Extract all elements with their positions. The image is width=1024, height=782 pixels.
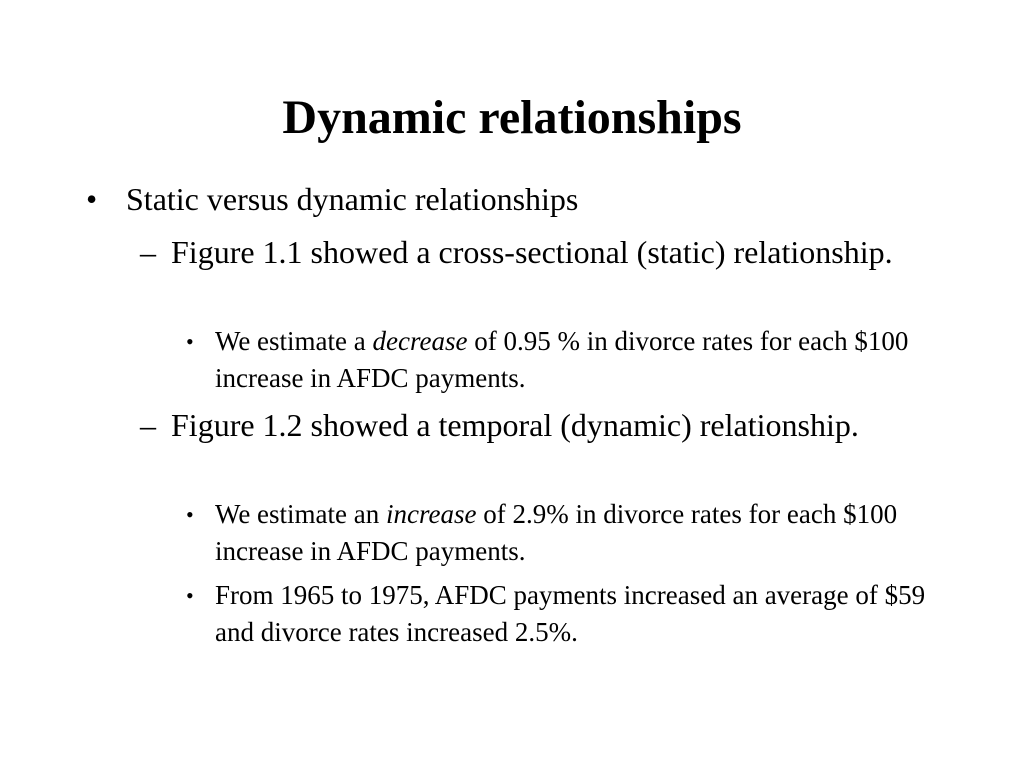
bullet-marker: • xyxy=(186,583,194,608)
text-after: of 0.95 % in divorce rates for each $100 increase in AFDC payments. xyxy=(215,326,909,393)
text-after: of 2.9% in divorce rates for each $100 increase in AFDC payments. xyxy=(215,499,898,566)
text-before: We estimate a xyxy=(215,326,373,356)
detail-bullet-text xyxy=(186,323,946,397)
detail-bullet-decrease xyxy=(186,323,946,397)
sub-bullet-text: Figure 1.1 showed a cross-sectional (static) relationship. xyxy=(171,234,893,270)
bullet-marker: • xyxy=(86,181,98,217)
detail-bullet-text: From 1965 to 1975, AFDC payments increased an average of $59 and divorce rates increased 2.5%. xyxy=(215,580,926,647)
dash-marker: – xyxy=(140,407,156,443)
bullet-text: Static versus dynamic relationships xyxy=(126,181,579,217)
sub-bullet-figure-1-2 xyxy=(140,404,920,446)
detail-bullet-increase xyxy=(186,496,946,570)
sub-bullet-text: Figure 1.2 showed a temporal (dynamic) relationship. xyxy=(171,407,859,443)
bullet-marker: • xyxy=(186,502,194,527)
detail-bullet-text xyxy=(186,496,946,570)
slide-title: Dynamic relationships xyxy=(282,91,742,144)
emphasis-increase: increase xyxy=(386,499,477,529)
sub-bullet-figure-1-1 xyxy=(140,231,920,273)
text-before: We estimate an xyxy=(215,499,387,529)
dash-marker: – xyxy=(140,234,156,270)
detail-bullet-1965-1975 xyxy=(186,577,946,651)
bullet-static-vs-dynamic xyxy=(86,178,966,220)
emphasis-decrease: decrease xyxy=(372,326,468,356)
bullet-marker: • xyxy=(186,329,194,354)
